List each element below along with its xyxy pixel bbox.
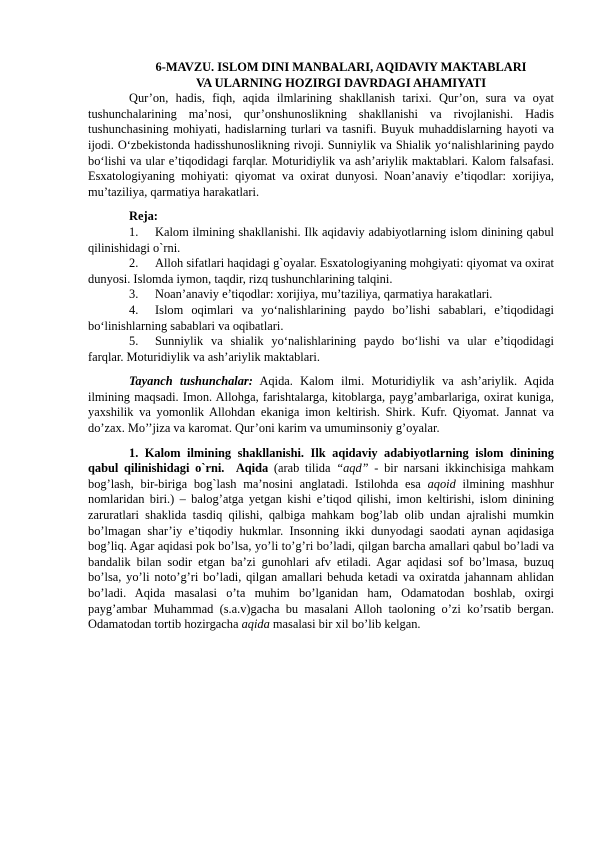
term-aqida-italic: aqida [241, 617, 270, 632]
plan-item: 2. Alloh sifatlari haqidagi g`oyalar. Esxatologiyaning mohgiyati: qiyomat va oxirat dunyosi. Islomda iymon, taqdir, rizq tushunchlarining talqini. [88, 256, 554, 286]
section-1-heading: 1. Kalom ilmining shakllanishi. Ilk aqidaviy adabiyotlarning islom dinining qabul qilinishidagi o`rni. [88, 445, 554, 476]
term-aqoid: aqoid [427, 476, 456, 491]
plan-heading: Reja: [129, 209, 158, 224]
plan-item: 5. Sunniylik va shialik yo‘nalishlarining paydo bo‘lishi va ular e’tiqodidagi farqlar. Moturidiylik va ash’ariylik maktablari. [88, 334, 554, 364]
plan-item: 1. Kalom ilmining shakllanishi. Ilk aqidaviy adabiyotlarning islom dinining qabul qilinishidagi o`rni. [88, 224, 554, 255]
plan-list [88, 225, 554, 365]
intro-paragraph: Qur’on, hadis, fiqh, aqida ilmlarining shakllanish tarixi. Qur’on, sura va oyat tushunchalarining ma’nosi, qur’onshunoslikning shakllanishi va rivojlanishi. Hadis tushunchasining mohiyati, hadislarning turlari va tasnifi. Buyuk muhaddislarning hayoti va ijodi. O‘zbekistonda hadisshunoslikning rivoji. Sunniylik va Shialik yo‘nalishlarining paydo bo‘lishi va ular e’tiqodidagi farqlar. Moturidiylik va ash’ariylik maktablari. Kalom falsafasi. Esxatologiyaning mohiyati: qiyomat va oxirat dunyosi. Noan’anaviy e’tiqodlar: xorijiya, mu’taziliya, qarmatiya harakatlari. [88, 91, 554, 199]
section-1-paragraph: 1. Kalom ilmining shakllanishi. Ilk aqidaviy adabiyotlarning islom dinining qabul qilinishidagi o`rni. Aqida (arab tilida “aqd” - bir narsani ikkinchisiga mahkam bog’lash, bir-biriga bog`lash ma’nosini anglatadi. Istilohda esa aqoid ilmining mashhur nomlaridan biri.) – balog’atga yetgan kishi e’tiqod qilishi, imon keltirishi, islom dinining zaruratlari shaklida tasdiq qilishi, qalbiga mahkam bog’lab olib undan ajralishi mumkin bo’lmagan shar’iy e’tiqodiy hukmlar. Insonning ikki dunyodagi saodati aynan aqidasiga bog’liq. Agar aqidasi pok bo’lsa, yo’li to’g’ri bo’ladi, qilgan barcha amallari qabul bo’ladi va bandalik bilan sodir etgan ba’zi gunohlari afv etiladi. Agar aqidasi sof bo’lmasa, buzuq bo’lsa, yo’li noto’g’ri bo’ladi, qilgan amallari behuda ketadi va oxiratda jahannam ahlidan bo’ladi. Aqida masalasi o’ta muhim bo’lganidan ham, Odamatodan boshlab, oxirgi payg’ambar Muhammad (s.a.v)gacha bu masalani Alloh taoloning o’zi ko’rsatib bergan. Odamatodan tortib hozirgacha aqida masalasi bir xil bo’lib kelgan. [88, 445, 554, 632]
plan-item: 4. Islom oqimlari va yo‘nalishlarining paydo bo’lishi sabablari, e’tiqodidagi bo‘linishlarning sabablari va oqibatlari. [88, 302, 554, 333]
term-aqida: Aqida [235, 461, 269, 476]
key-concepts-paragraph [88, 374, 554, 436]
key-concepts-label: Tayanch tushunchalar: [129, 374, 253, 389]
title-line-2: VA ULARNING HOZIRGI DAVRDAGI AHAMIYATI [195, 75, 487, 90]
plan-item: 3. Noan’anaviy e’tiqodlar: xorijiya, mu’taziliya, qarmatiya harakatlari. [129, 287, 493, 302]
term-aqd: “aqd” [336, 461, 369, 476]
key-concepts-text: Aqida. Kalom ilmi. Moturidiylik va ash’ariylik. Aqida ilmining maqsadi. Imon. Allohga, farishtalarga, kitoblarga, payg’ambarlariga, oxirat kuniga, yaxshilik va yomonlik Allohdan ekaniga imon keltirish. Shirk. Kufr. Qiyomat. Jannat va do’zax. Mo’’jiza va karomat. Qur’oni karim va umuminsoniy g’oyalar. [88, 374, 555, 436]
title-line-1: 6-MAVZU. ISLOM DINI MANBALARI, AQIDAVIY MAKTABLARI [155, 60, 527, 74]
document-title [88, 60, 554, 91]
